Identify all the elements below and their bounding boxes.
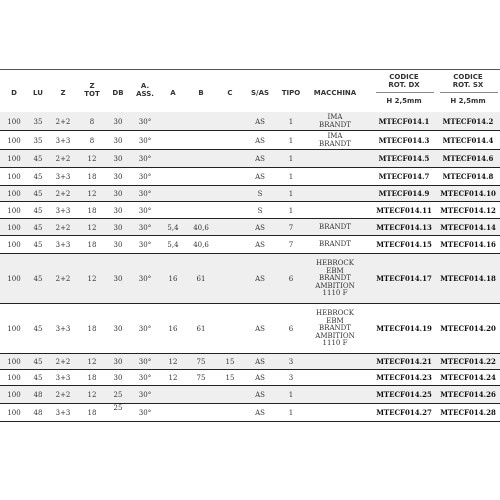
cell-tipo: 3 bbox=[288, 358, 294, 366]
table-header bbox=[0, 69, 500, 113]
cell-lu: 45 bbox=[33, 173, 43, 181]
cell-d: 100 bbox=[7, 325, 21, 333]
table-row bbox=[0, 168, 500, 186]
cell-ass: 30° bbox=[138, 241, 152, 249]
cell-macchina: BRANDT bbox=[319, 222, 351, 231]
cell-sx: MTECF014.6 bbox=[442, 154, 494, 163]
cell-sx: MTECF014.28 bbox=[440, 408, 496, 417]
cell-db: 30 bbox=[113, 275, 123, 283]
cell-d: 100 bbox=[7, 223, 21, 232]
cell-ass: 30° bbox=[138, 155, 152, 163]
cell-ztot: 18 bbox=[87, 409, 97, 417]
cell-z: 2+2 bbox=[55, 155, 71, 163]
cell-lu: 35 bbox=[33, 117, 43, 126]
cell-a: 16 bbox=[168, 325, 178, 333]
cell-dx: MTECF014.1 bbox=[378, 116, 430, 126]
cell-dx: MTECF014.15 bbox=[376, 240, 432, 249]
cell-ass: 30° bbox=[138, 391, 152, 399]
cell-db: 30 bbox=[113, 136, 123, 145]
cell-dx: MTECF014.21 bbox=[376, 357, 432, 366]
cell-z: 3+3 bbox=[55, 409, 71, 417]
cell-z: 3+3 bbox=[55, 374, 71, 382]
cell-dx: MTECF014.13 bbox=[376, 222, 432, 232]
cell-db: 30 bbox=[113, 358, 123, 366]
header-tipo: TIPO bbox=[281, 89, 301, 97]
cell-dx: MTECF014.5 bbox=[378, 154, 430, 163]
cell-lu: 48 bbox=[33, 409, 43, 417]
cell-c: 15 bbox=[225, 358, 235, 366]
cell-lu: 45 bbox=[33, 223, 43, 232]
cell-ztot: 12 bbox=[87, 223, 97, 232]
cell-db: 30 bbox=[113, 173, 123, 181]
cell-sx: MTECF014.8 bbox=[442, 172, 494, 181]
cell-sas: AS bbox=[255, 391, 265, 399]
header-sub-dx: H 2,5mm bbox=[386, 97, 422, 105]
cell-ztot: 12 bbox=[87, 358, 97, 366]
table-row bbox=[0, 202, 500, 219]
header-codice-dx: CODICE ROT. DX bbox=[388, 73, 420, 89]
cell-sx: MTECF014.26 bbox=[440, 390, 496, 399]
cell-c: 15 bbox=[225, 374, 235, 382]
cell-a: 16 bbox=[168, 275, 178, 283]
cell-dx: MTECF014.17 bbox=[376, 274, 432, 283]
cell-z: 2+2 bbox=[55, 358, 71, 366]
cell-db: 30 bbox=[113, 241, 123, 249]
cell-z: 3+3 bbox=[55, 136, 71, 145]
cell-ass: 30° bbox=[138, 190, 152, 198]
cell-ass: 30° bbox=[138, 275, 152, 283]
cell-db: 25 bbox=[113, 404, 123, 412]
header-z: Z bbox=[60, 89, 66, 97]
cell-tipo: 7 bbox=[288, 223, 294, 232]
cell-ass: 30° bbox=[138, 223, 152, 232]
cell-z: 2+2 bbox=[55, 223, 71, 232]
cell-ass: 30° bbox=[138, 374, 152, 382]
cell-tipo: 1 bbox=[288, 117, 294, 126]
cell-lu: 45 bbox=[33, 374, 43, 382]
cell-ztot: 8 bbox=[89, 117, 95, 126]
cell-tipo: 1 bbox=[288, 409, 294, 417]
cell-sx: MTECF014.4 bbox=[442, 135, 494, 145]
cell-db: 25 bbox=[113, 391, 123, 399]
cell-db: 30 bbox=[113, 223, 123, 232]
cell-sas: AS bbox=[255, 155, 265, 163]
header-d: D bbox=[11, 89, 17, 97]
cell-sx: MTECF014.10 bbox=[440, 189, 496, 198]
cell-d: 100 bbox=[7, 358, 21, 366]
header-codice-sx-divider bbox=[440, 92, 498, 93]
table-row bbox=[0, 370, 500, 386]
cell-d: 100 bbox=[7, 136, 21, 145]
header-codice-dx-divider bbox=[376, 92, 434, 93]
cell-sx: MTECF014.14 bbox=[440, 222, 496, 232]
cell-dx: MTECF014.9 bbox=[378, 189, 430, 198]
cell-sas: AS bbox=[255, 173, 265, 181]
cell-macchina: IMA BRANDT bbox=[319, 132, 351, 148]
cell-lu: 35 bbox=[33, 136, 43, 145]
header-a: A bbox=[170, 89, 176, 97]
cell-tipo: 1 bbox=[288, 173, 294, 181]
cell-tipo: 6 bbox=[288, 275, 294, 283]
cell-db: 30 bbox=[113, 117, 123, 126]
cell-macchina: HEBROCK EBM BRANDT AMBITION 1110 F bbox=[315, 309, 355, 348]
cell-b: 40,6 bbox=[193, 241, 209, 249]
table-row bbox=[0, 236, 500, 254]
cell-z: 3+3 bbox=[55, 241, 71, 249]
cell-tipo: 1 bbox=[288, 190, 294, 198]
cell-d: 100 bbox=[7, 275, 21, 283]
table-row bbox=[0, 131, 500, 150]
cell-sx: MTECF014.24 bbox=[440, 373, 496, 382]
cell-dx: MTECF014.25 bbox=[376, 390, 432, 399]
cell-ass: 30° bbox=[138, 173, 152, 181]
cell-tipo: 1 bbox=[288, 155, 294, 163]
cell-a: 12 bbox=[168, 374, 178, 382]
cell-lu: 45 bbox=[33, 275, 43, 283]
cell-d: 100 bbox=[7, 206, 21, 215]
cell-db: 30 bbox=[113, 206, 123, 215]
cell-d: 100 bbox=[7, 391, 21, 399]
header-macchina: MACCHINA bbox=[313, 89, 357, 97]
cell-dx: MTECF014.3 bbox=[378, 135, 430, 145]
cell-tipo: 1 bbox=[288, 391, 294, 399]
cell-db: 30 bbox=[113, 155, 123, 163]
table-row bbox=[0, 254, 500, 304]
cell-sx: MTECF014.18 bbox=[440, 274, 496, 283]
cell-sas: AS bbox=[255, 409, 265, 417]
table-row bbox=[0, 304, 500, 354]
cell-z: 2+2 bbox=[55, 275, 71, 283]
cell-sas: AS bbox=[255, 241, 265, 249]
cell-sx: MTECF014.20 bbox=[440, 324, 496, 333]
cell-db: 30 bbox=[113, 190, 123, 198]
row-divider bbox=[0, 421, 500, 422]
cell-dx: MTECF014.19 bbox=[376, 324, 432, 333]
cell-ztot: 18 bbox=[87, 374, 97, 382]
cell-ass: 30° bbox=[138, 409, 152, 417]
cell-d: 100 bbox=[7, 155, 21, 163]
table-row bbox=[0, 186, 500, 202]
cell-d: 100 bbox=[7, 374, 21, 382]
cell-tipo: 7 bbox=[288, 241, 294, 249]
cell-z: 3+3 bbox=[55, 206, 71, 215]
cell-macchina: HEBROCK EBM BRANDT AMBITION 1110 F bbox=[315, 259, 355, 298]
cell-macchina: IMA BRANDT bbox=[319, 113, 351, 129]
cell-sx: MTECF014.12 bbox=[440, 205, 496, 215]
cell-ztot: 18 bbox=[87, 325, 97, 333]
cell-b: 61 bbox=[196, 325, 206, 333]
cell-tipo: 1 bbox=[288, 136, 294, 145]
cell-ass: 30° bbox=[138, 325, 152, 333]
cell-sas: AS bbox=[255, 358, 265, 366]
cell-a: 12 bbox=[168, 358, 178, 366]
header-c: C bbox=[227, 89, 233, 97]
cell-d: 100 bbox=[7, 241, 21, 249]
cell-dx: MTECF014.7 bbox=[378, 172, 430, 181]
cell-z: 2+2 bbox=[55, 117, 71, 126]
cell-ass: 30° bbox=[138, 206, 152, 215]
cell-d: 100 bbox=[7, 173, 21, 181]
cell-a: 5,4 bbox=[167, 223, 179, 232]
table-row bbox=[0, 219, 500, 236]
cell-sx: MTECF014.2 bbox=[442, 116, 494, 126]
header-db: DB bbox=[112, 89, 124, 97]
cell-sas: AS bbox=[255, 223, 265, 232]
cell-sx: MTECF014.22 bbox=[440, 357, 496, 366]
table-row bbox=[0, 386, 500, 404]
cell-b: 40,6 bbox=[193, 223, 209, 232]
cell-dx: MTECF014.27 bbox=[376, 408, 432, 417]
cell-lu: 45 bbox=[33, 325, 43, 333]
cell-sas: AS bbox=[255, 275, 265, 283]
cell-sas: S bbox=[257, 206, 263, 215]
cell-a: 5,4 bbox=[167, 241, 179, 249]
cell-lu: 45 bbox=[33, 358, 43, 366]
cell-tipo: 1 bbox=[288, 206, 294, 215]
cell-ztot: 12 bbox=[87, 275, 97, 283]
cell-ztot: 18 bbox=[87, 173, 97, 181]
cell-ztot: 12 bbox=[87, 190, 97, 198]
cell-lu: 45 bbox=[33, 155, 43, 163]
cell-tipo: 6 bbox=[288, 325, 294, 333]
cell-b: 75 bbox=[196, 358, 206, 366]
header-ztot: Z TOT bbox=[84, 82, 100, 98]
header-sas: S/AS bbox=[250, 89, 270, 97]
cell-sx: MTECF014.16 bbox=[440, 240, 496, 249]
cell-ztot: 12 bbox=[87, 155, 97, 163]
cell-ass: 30° bbox=[138, 358, 152, 366]
cell-z: 3+3 bbox=[55, 325, 71, 333]
cell-ass: 30° bbox=[138, 136, 152, 145]
cell-z: 3+3 bbox=[55, 173, 71, 181]
cell-sas: AS bbox=[255, 117, 265, 126]
cell-lu: 45 bbox=[33, 241, 43, 249]
cell-dx: MTECF014.11 bbox=[376, 205, 432, 215]
header-aass: A. ASS. bbox=[136, 82, 154, 98]
cell-tipo: 3 bbox=[288, 374, 294, 382]
cell-ztot: 18 bbox=[87, 206, 97, 215]
cell-ztot: 8 bbox=[89, 136, 95, 145]
cell-sas: AS bbox=[255, 374, 265, 382]
cell-sas: S bbox=[257, 190, 263, 198]
cell-z: 2+2 bbox=[55, 391, 71, 399]
cell-d: 100 bbox=[7, 190, 21, 198]
cell-ass: 30° bbox=[138, 117, 152, 126]
header-sub-sx: H 2,5mm bbox=[450, 97, 486, 105]
table-row bbox=[0, 354, 500, 370]
header-codice-sx: CODICE ROT. SX bbox=[452, 73, 484, 89]
header-lu: LU bbox=[33, 89, 43, 97]
table-row bbox=[0, 404, 500, 422]
cell-z: 2+2 bbox=[55, 190, 71, 198]
cell-dx: MTECF014.23 bbox=[376, 373, 432, 382]
cell-lu: 45 bbox=[33, 206, 43, 215]
cell-sas: AS bbox=[255, 325, 265, 333]
cell-db: 30 bbox=[113, 374, 123, 382]
cell-sas: AS bbox=[255, 136, 265, 145]
cell-lu: 45 bbox=[33, 190, 43, 198]
cell-lu: 48 bbox=[33, 391, 43, 399]
cell-d: 100 bbox=[7, 117, 21, 126]
header-b: B bbox=[198, 89, 204, 97]
cell-db: 30 bbox=[113, 325, 123, 333]
cell-macchina: BRANDT bbox=[319, 240, 351, 249]
cell-d: 100 bbox=[7, 409, 21, 417]
cell-ztot: 12 bbox=[87, 391, 97, 399]
table-row bbox=[0, 150, 500, 168]
cell-b: 61 bbox=[196, 275, 206, 283]
cell-b: 75 bbox=[196, 374, 206, 382]
table-row bbox=[0, 112, 500, 131]
cell-ztot: 18 bbox=[87, 241, 97, 249]
